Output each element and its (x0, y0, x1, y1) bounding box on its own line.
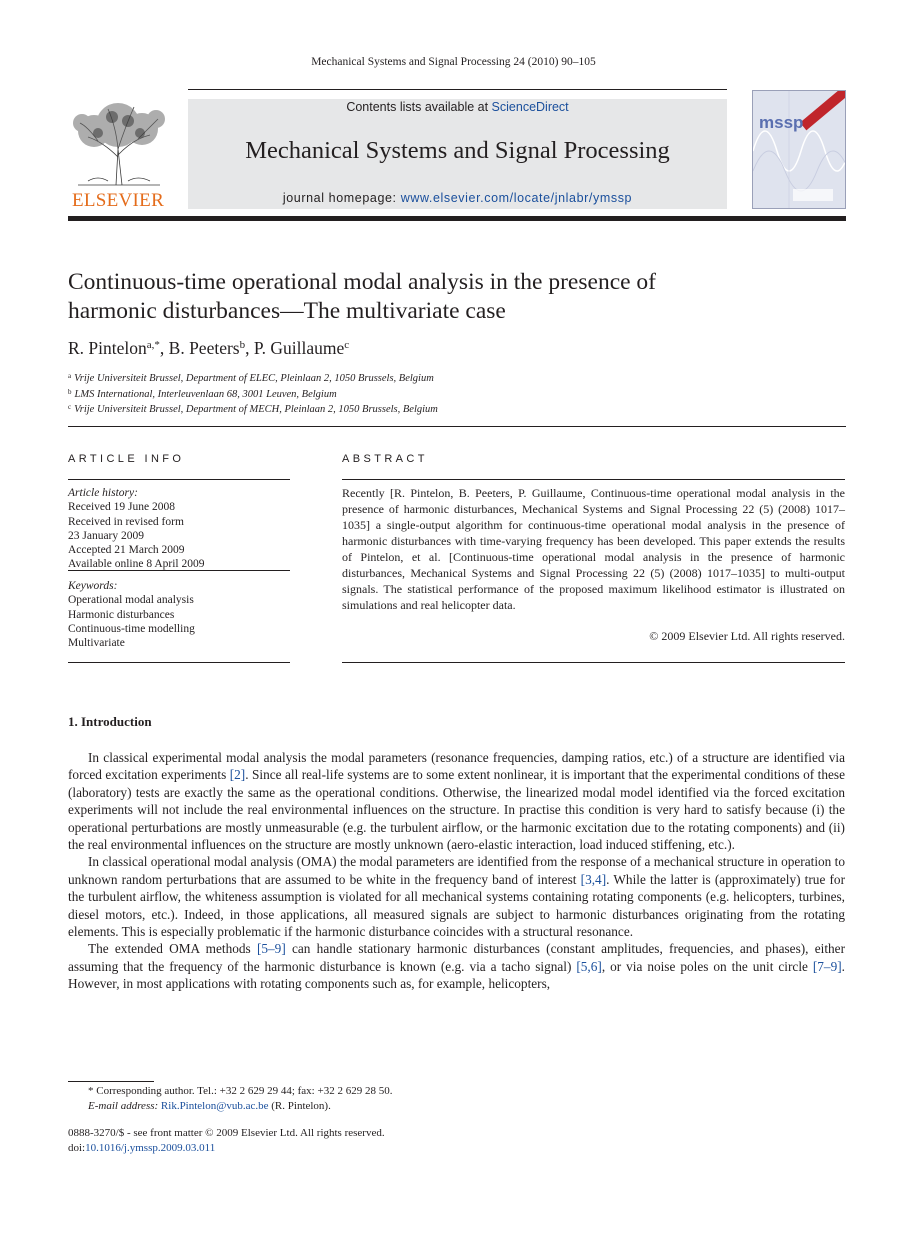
keyword-item: Harmonic disturbances (68, 608, 175, 621)
text-run: The extended OMA methods (88, 941, 257, 957)
abstract-copyright: © 2009 Elsevier Ltd. All rights reserved. (649, 629, 845, 643)
article-history (68, 486, 290, 572)
author-affiliation-mark[interactable]: b (239, 339, 246, 351)
paragraph (68, 940, 845, 992)
article-history-label: Article history: (68, 487, 138, 499)
paragraph (68, 853, 845, 940)
abstract-bottom-rule (342, 662, 845, 663)
citation-link[interactable]: [5–9] (256, 941, 286, 957)
journal-title: Mechanical Systems and Signal Processing (245, 137, 670, 164)
affiliation-mark: c (68, 403, 72, 412)
masthead-bottom-rule (68, 216, 846, 221)
journal-masthead (188, 99, 727, 209)
author-name: P. Guillaume (253, 338, 345, 358)
doi-label: doi: (68, 1142, 86, 1154)
header-divider (68, 426, 846, 427)
homepage-prefix: journal homepage: (282, 191, 401, 205)
author-list (68, 338, 349, 359)
author-separator: , (159, 338, 169, 358)
contents-prefix: Contents lists available at (346, 100, 492, 114)
footnote-star: * (88, 1085, 94, 1097)
affiliation-item (68, 401, 438, 417)
text-run: . While the latter is (approximately) true for the turbulent airflow, the whiteness assumption is violated for all mechanical systems containing rotating components (e.g. helicopters, turbines, diesel motors, etc.). Indeed, in those applications, all measured signals are subject to harmonic disturbances originating from the rotating elements. This is especially problematic if the harmonic disturbance coincides with a structural resonance. (68, 871, 845, 940)
affiliation-mark: b (68, 387, 72, 396)
corresponding-author-note (68, 1084, 392, 1099)
text-run: , or via noise poles on the unit circle (601, 958, 813, 974)
affiliation-list (68, 370, 438, 417)
corresponding-text: Corresponding author. Tel.: +32 2 629 29 44; fax: +32 2 629 28 50. (96, 1085, 393, 1097)
article-title-line-2: harmonic disturbances—The multivariate case (68, 298, 506, 324)
citation-link[interactable]: [7–9] (812, 958, 842, 974)
history-item: Received in revised form (68, 515, 184, 528)
footnote-rule (68, 1081, 154, 1082)
citation-link[interactable]: [3,4] (580, 871, 607, 887)
citation-link[interactable]: [5,6] (576, 958, 602, 974)
section-heading-introduction: 1. Introduction (68, 714, 152, 729)
abstract-rule (342, 479, 845, 480)
keywords-label: Keywords: (68, 580, 118, 592)
keywords (68, 579, 290, 650)
sciencedirect-link[interactable]: ScienceDirect (491, 100, 569, 114)
masthead-top-rule (188, 89, 727, 90)
affiliation-text: LMS International, Interleuvenlaan 68, 3001 Leuven, Belgium (74, 388, 337, 400)
paragraph (68, 749, 845, 853)
footnotes (68, 1084, 392, 1114)
homepage-line (188, 191, 727, 205)
text-run: In classical operational modal analysis (OMA) the modal parameters are identified from the response of a mechanical structure in operation to unknown random perturbations that are assumed to be white in the frequency band of interest (68, 854, 845, 887)
journal-homepage-link[interactable]: www.elsevier.com/locate/jnlabr/ymssp (400, 191, 633, 205)
history-item: Accepted 21 March 2009 (68, 544, 185, 557)
journal-cover-thumbnail (752, 90, 846, 209)
abstract-text: Recently [R. Pintelon, B. Peeters, P. Guillaume, Continuous-time operational modal analysis in the presence of harmonic disturbances, Mechanical Systems and Signal Processing 22 (5) (2008) 1017–1035] a single-output algorithm for continuous-time operational modal analysis in the presence of harmonic disturbances with time-varying frequency has been developed. This paper extends the results of Pintelon, et al. [Continuous-time operational modal analysis in the presence of harmonic disturbances, Mechanical Systems and Signal Processing 22 (5) (2008) 1017–1035] to multi-output signals. The statistical performance of the proposed maximum likelihood estimator is illustrated on simulations and real helicopter data. (342, 486, 845, 612)
text-run: . However, in most applications with rotating components such as, for example, helicopters, (68, 958, 845, 992)
author-affiliation-mark[interactable]: c (344, 339, 350, 351)
article-title (68, 268, 848, 326)
keyword-item: Multivariate (68, 637, 125, 650)
citation-link[interactable]: [2] (229, 767, 246, 783)
history-item: Received 19 June 2008 (68, 501, 175, 514)
article-info-heading: ARTICLE INFO (68, 453, 185, 465)
issn-block (68, 1126, 385, 1156)
keywords-rule (68, 570, 290, 571)
abstract-heading: ABSTRACT (342, 453, 428, 465)
history-item: Available online 8 April 2009 (68, 558, 205, 571)
author-name: R. Pintelon (68, 338, 147, 358)
email-link[interactable]: Rik.Pintelon@vub.ac.be (160, 1100, 269, 1112)
article-info-bottom-rule (68, 662, 290, 663)
cover-title: mssp (759, 113, 804, 132)
author-name: B. Peeters (168, 338, 240, 358)
running-head: Mechanical Systems and Signal Processing 24 (2010) 90–105 (311, 56, 596, 68)
author-affiliation-mark[interactable]: a,* (146, 339, 160, 351)
article-info-rule (68, 479, 290, 480)
doi-link[interactable]: 10.1016/j.ymssp.2009.03.011 (85, 1142, 216, 1154)
text-run: can handle stationary harmonic disturbances (constant amplitudes, frequencies, and phases), either assuming that the frequency of the harmonic disturbance is known (e.g. via a tacho signal) (68, 941, 845, 974)
doi-line (68, 1141, 385, 1156)
text-run: . Since all real-life systems are to some extent nonlinear, it is important that the experimental conditions of these (laboratory) tests are exactly the same as the operational conditions. Otherwise, the linearized modal model identified via the forced excitation experiments will not include the real environmental influences on the structure. In practise this condition is very hard to satisfy because (i) the operational perturbations are mostly unmeasurable (e.g. the turbulent airflow, or the harmonic excitation due to the rotating components) and (ii) the real environmental influences on the structure are mostly unknown (aero-elastic interaction, load induced stiffening, etc.). (68, 767, 845, 853)
email-note (68, 1099, 392, 1114)
affiliation-item (68, 386, 438, 402)
issn-line: 0888-3270/$ - see front matter © 2009 Elsevier Ltd. All rights reserved. (68, 1127, 385, 1139)
contents-line (188, 99, 727, 115)
affiliation-text: Vrije Universiteit Brussel, Department of ELEC, Pleinlaan 2, 1050 Brussels, Belgium (74, 373, 434, 384)
affiliation-mark: a (68, 372, 72, 380)
author-separator: , (245, 338, 254, 358)
email-owner: (R. Pintelon). (268, 1100, 331, 1112)
article-title-line-1: Continuous-time operational modal analysis in the presence of (68, 269, 657, 295)
elsevier-wordmark: ELSEVIER (71, 190, 165, 211)
introduction-body (68, 749, 845, 993)
text-run: In classical experimental modal analysis the modal parameters (resonance frequencies, damping ratios, etc.) of a structure are identified via forced excitation experiments (68, 750, 845, 783)
affiliation-text: Vrije Universiteit Brussel, Department of MECH, Pleinlaan 2, 1050 Brussels, Belgium (74, 404, 438, 416)
keyword-item: Operational modal analysis (68, 594, 194, 607)
email-label: E-mail address: (88, 1100, 161, 1112)
history-item: 23 January 2009 (68, 529, 145, 542)
affiliation-item (68, 370, 438, 386)
keyword-item: Continuous-time modelling (68, 622, 195, 635)
